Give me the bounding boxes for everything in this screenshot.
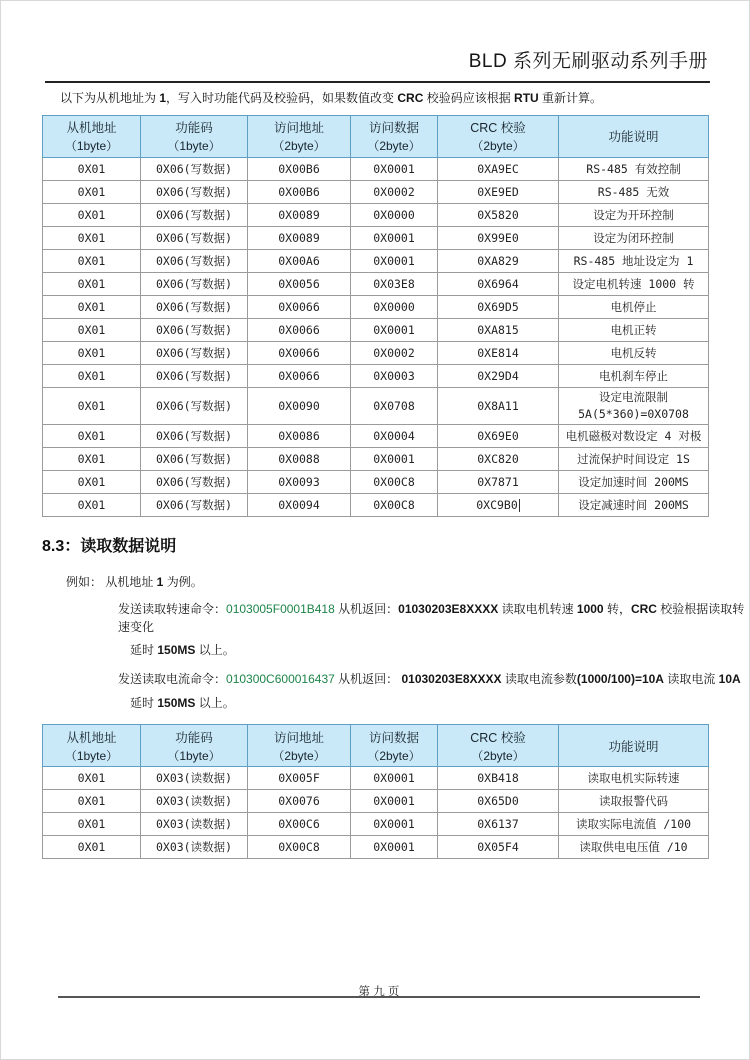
table-cell: 0X06(写数据) — [141, 272, 248, 295]
table-cell: 0X01 — [43, 424, 141, 447]
column-name: 功能码 — [175, 121, 213, 136]
table-cell: 0X01 — [43, 318, 141, 341]
table-cell: 电机停止 — [559, 295, 709, 318]
column-name: CRC 校验 — [470, 121, 526, 136]
column-name: 从机地址 — [66, 730, 117, 745]
table-cell: 设定为开环控制 — [559, 203, 709, 226]
table-cell: 0X01 — [43, 493, 141, 516]
table-cell: 0X01 — [43, 447, 141, 470]
command-code: 010300C600016437 — [226, 672, 335, 687]
table-cell: 0X0094 — [248, 493, 351, 516]
table-cell: 0X0001 — [351, 767, 438, 790]
column-header — [559, 115, 709, 157]
column-name: CRC 校验 — [470, 730, 526, 745]
table-cell: 0X0002 — [351, 180, 438, 203]
table-cell: 0X0066 — [248, 295, 351, 318]
table-row — [43, 813, 709, 836]
table-cell: 0X01 — [43, 813, 141, 836]
examples-block — [0, 574, 750, 712]
table-cell: 设定电机转速 1000 转 — [559, 272, 709, 295]
text-segment: 校验码应该根据 — [423, 91, 515, 105]
intro-text — [60, 90, 708, 107]
text-segment: 读取电机转速 — [498, 602, 577, 617]
table-cell: 0XE814 — [438, 341, 559, 364]
table-cell: 0XA829 — [438, 249, 559, 272]
table-cell: 0X06(写数据) — [141, 341, 248, 364]
table-cell: 0X06(写数据) — [141, 157, 248, 180]
table-cell: 0X06(写数据) — [141, 295, 248, 318]
text-segment: 以下为从机地址为 — [60, 91, 160, 105]
column-header — [438, 725, 559, 767]
table-cell: 0X01 — [43, 180, 141, 203]
table-cell: 0X01 — [43, 470, 141, 493]
table-cell: 读取电机实际转速 — [559, 767, 709, 790]
table-cell: 0X6137 — [438, 813, 559, 836]
text-segment: 150MS — [157, 642, 196, 657]
table-cell: 0X0066 — [248, 341, 351, 364]
table-cell: 0X06(写数据) — [141, 203, 248, 226]
column-header — [248, 725, 351, 767]
table-cell: 过流保护时间设定 1S — [559, 447, 709, 470]
table-row — [43, 180, 709, 203]
table-cell: 0X0001 — [351, 813, 438, 836]
table-row — [43, 203, 709, 226]
table-cell: 0X0056 — [248, 272, 351, 295]
table-cell: 0X0066 — [248, 318, 351, 341]
text-segment: 以上。 — [195, 642, 235, 657]
column-byte-size: （1byte） — [167, 748, 221, 763]
example-current-delay-line — [0, 695, 750, 712]
text-segment: 150MS — [157, 695, 196, 710]
example-lead-line — [0, 574, 750, 591]
table-cell: 0X03(读数据) — [141, 836, 248, 859]
table-cell: 0X05F4 — [438, 836, 559, 859]
text-segment: 例如： 从机地址 — [66, 574, 157, 589]
table-header-row — [43, 725, 709, 767]
table-cell: 0X00B6 — [248, 157, 351, 180]
column-name: 访问地址 — [273, 730, 324, 745]
table-cell: 0X06(写数据) — [141, 470, 248, 493]
table-row — [43, 341, 709, 364]
column-header — [141, 115, 248, 157]
table-cell: 0X06(写数据) — [141, 387, 248, 424]
read-commands-table — [42, 724, 709, 859]
table-row — [43, 424, 709, 447]
column-byte-size: （2byte） — [367, 748, 421, 763]
table-cell: 设定为闭环控制 — [559, 226, 709, 249]
column-header — [43, 725, 141, 767]
column-byte-size: （2byte） — [272, 139, 326, 154]
cell-line: 5A(5*360)=0X0708 — [578, 406, 689, 421]
table-cell: 0X0001 — [351, 318, 438, 341]
table-cell: 0X0001 — [351, 447, 438, 470]
table-cell: 0X0076 — [248, 790, 351, 813]
text-segment: 重新计算。 — [538, 91, 603, 105]
table-cell: 0X01 — [43, 341, 141, 364]
text-segment: 1 — [156, 574, 164, 589]
table-cell: 0X0088 — [248, 447, 351, 470]
table-row — [43, 272, 709, 295]
table-cell: 0XA815 — [438, 318, 559, 341]
table-cell: 0X01 — [43, 203, 141, 226]
table-cell: 读取供电电压值 /10 — [559, 836, 709, 859]
text-segment: 读取电流参数 — [501, 672, 577, 687]
header-rule — [45, 81, 710, 83]
text-segment: 发送读取转速命令： — [118, 602, 227, 617]
table-cell: 0X01 — [43, 157, 141, 180]
table-cell: 0X6964 — [438, 272, 559, 295]
table-cell: 0X0000 — [351, 203, 438, 226]
text-segment: 延时 — [130, 642, 158, 657]
table-cell: 0X99E0 — [438, 226, 559, 249]
table-cell: 设定减速时间 200MS — [559, 493, 709, 516]
table-cell: 0X0093 — [248, 470, 351, 493]
table-cell: 0X06(写数据) — [141, 318, 248, 341]
column-name: 访问地址 — [273, 121, 324, 136]
text-segment: 10A — [718, 672, 741, 687]
table-cell: 0X0004 — [351, 424, 438, 447]
table-cell: 0X06(写数据) — [141, 249, 248, 272]
column-header — [351, 115, 438, 157]
table-cell: 0X01 — [43, 836, 141, 859]
table-cell: 0X01 — [43, 364, 141, 387]
column-byte-size: （1byte） — [64, 748, 119, 763]
text-segment: 从机返回： — [334, 602, 399, 617]
table-cell: 0X0089 — [248, 226, 351, 249]
page-footer — [58, 982, 700, 998]
table-cell: 0X01 — [43, 790, 141, 813]
column-byte-size: （2byte） — [272, 748, 326, 763]
table-cell: 0X0090 — [248, 387, 351, 424]
table-cell: 电机反转 — [559, 341, 709, 364]
column-name: 访问数据 — [368, 121, 419, 136]
table-cell: 0X01 — [43, 226, 141, 249]
table-header-row — [43, 115, 709, 157]
text-segment: CRC — [630, 602, 657, 617]
table-cell: 0X06(写数据) — [141, 180, 248, 203]
table-cell: 电机磁极对数设定 4 对极 — [559, 424, 709, 447]
table-row — [43, 226, 709, 249]
text-segment: 延时 — [130, 695, 158, 710]
cell-line: 设定电流限制 — [599, 389, 668, 404]
table-cell: 0X00C8 — [248, 836, 351, 859]
text-segment: 1000 — [576, 602, 604, 617]
column-header — [141, 725, 248, 767]
table-row — [43, 767, 709, 790]
table-cell: 0XE9ED — [438, 180, 559, 203]
table-cell: 0X0003 — [351, 364, 438, 387]
table-cell: RS-485 地址设定为 1 — [559, 249, 709, 272]
example-speed-command-line — [0, 601, 750, 636]
table-row — [43, 318, 709, 341]
table-cell: 0X69E0 — [438, 424, 559, 447]
table-cell: 0XB418 — [438, 767, 559, 790]
table-cell: 0X00C8 — [351, 493, 438, 516]
text-segment: RTU — [514, 91, 539, 105]
table-cell — [559, 387, 709, 424]
page-number: 第 九 页 — [358, 986, 400, 998]
table-cell: 0XC820 — [438, 447, 559, 470]
table-row — [43, 249, 709, 272]
column-header — [248, 115, 351, 157]
table-cell: 0X0001 — [351, 836, 438, 859]
column-byte-size: （1byte） — [167, 139, 221, 154]
table-cell: 0X8A11 — [438, 387, 559, 424]
table-cell: 0X5820 — [438, 203, 559, 226]
text-segment: 以上。 — [195, 695, 235, 710]
example-current-command-line — [0, 671, 750, 688]
table-row — [43, 790, 709, 813]
text-cursor — [519, 499, 520, 512]
text-segment: 转， — [603, 602, 631, 617]
table-cell: RS-485 有效控制 — [559, 157, 709, 180]
text-segment: 从机返回： — [334, 672, 402, 687]
column-header — [438, 115, 559, 157]
table-row — [43, 470, 709, 493]
table-cell: 0X06(写数据) — [141, 424, 248, 447]
table-cell: 0X06(写数据) — [141, 493, 248, 516]
table-cell: 0X0001 — [351, 226, 438, 249]
column-byte-size: （2byte） — [471, 139, 525, 154]
column-name: 功能码 — [175, 730, 213, 745]
table-row — [43, 295, 709, 318]
table-cell: 0X00B6 — [248, 180, 351, 203]
table-cell: 0X03(读数据) — [141, 790, 248, 813]
column-name: 功能说明 — [608, 739, 659, 754]
text-segment: 校验根据读取转速变化 — [118, 602, 745, 634]
table-cell: 0X0001 — [351, 249, 438, 272]
table-cell: 0X00A6 — [248, 249, 351, 272]
table-cell: 0X29D4 — [438, 364, 559, 387]
table-cell: 电机正转 — [559, 318, 709, 341]
table-row — [43, 493, 709, 516]
column-name: 从机地址 — [66, 121, 117, 136]
text-segment: CRC — [397, 91, 424, 105]
table-cell: 电机刹车停止 — [559, 364, 709, 387]
column-name: 功能说明 — [608, 130, 659, 145]
table-cell: 0X01 — [43, 249, 141, 272]
table-cell: 0X01 — [43, 272, 141, 295]
write-commands-table — [42, 115, 709, 517]
table-cell: 0X0001 — [351, 790, 438, 813]
column-header — [351, 725, 438, 767]
column-byte-size: （2byte） — [367, 139, 421, 154]
table-cell: 0X06(写数据) — [141, 364, 248, 387]
table-cell: 0X0066 — [248, 364, 351, 387]
column-byte-size: （2byte） — [471, 748, 525, 763]
table-cell: 0X03E8 — [351, 272, 438, 295]
table-cell: 0X65D0 — [438, 790, 559, 813]
table-row — [43, 836, 709, 859]
doc-header — [0, 0, 750, 77]
text-segment: 读取电流 — [663, 672, 719, 687]
table-row — [43, 447, 709, 470]
table-row — [43, 364, 709, 387]
table-cell: 0X01 — [43, 767, 141, 790]
table-cell: 读取报警代码 — [559, 790, 709, 813]
table-cell: 0X0708 — [351, 387, 438, 424]
table-cell: 0X0000 — [351, 295, 438, 318]
text-segment: 01030203E8XXXX — [398, 602, 499, 617]
table-cell: 0X00C6 — [248, 813, 351, 836]
text-segment: 1 — [159, 91, 167, 105]
table-cell: 0X01 — [43, 295, 141, 318]
column-name: 访问数据 — [368, 730, 419, 745]
table-cell: 0X03(读数据) — [141, 767, 248, 790]
table-cell: 0X00C8 — [351, 470, 438, 493]
text-segment: 01030203E8XXXX — [401, 672, 502, 687]
table-cell: 0X0086 — [248, 424, 351, 447]
table-row — [43, 387, 709, 424]
table-cell: RS-485 无效 — [559, 180, 709, 203]
table-cell: 0X06(写数据) — [141, 447, 248, 470]
table-cell: 0X0089 — [248, 203, 351, 226]
table-cell: 0X7871 — [438, 470, 559, 493]
table-cell: 0X69D5 — [438, 295, 559, 318]
table-cell: 设定加速时间 200MS — [559, 470, 709, 493]
table-row — [43, 157, 709, 180]
table-cell: 0X0001 — [351, 157, 438, 180]
table-cell: 0X0002 — [351, 341, 438, 364]
section-heading: 8.3：读取数据说明 — [42, 537, 177, 555]
table-cell: 0X01 — [43, 387, 141, 424]
column-byte-size: （1byte） — [64, 139, 119, 154]
command-code: 0103005F0001B418 — [226, 602, 335, 617]
doc-title: BLD 系列无刷驱动系列手册 — [468, 51, 708, 72]
table-cell: 0X005F — [248, 767, 351, 790]
text-segment: (1000/100)=10A — [576, 672, 664, 687]
table-cell: 0X06(写数据) — [141, 226, 248, 249]
column-header — [559, 725, 709, 767]
table-cell: 读取实际电流值 /100 — [559, 813, 709, 836]
table-cell: 0X03(读数据) — [141, 813, 248, 836]
table-cell: 0XC9B0 — [438, 493, 559, 516]
table-cell: 0XA9EC — [438, 157, 559, 180]
text-segment: ，写入时功能代码及校验码，如果数值改变 — [166, 91, 398, 105]
text-segment: 发送读取电流命令： — [118, 672, 227, 687]
example-speed-delay-line — [0, 642, 750, 659]
text-segment: 为例。 — [163, 574, 203, 589]
column-header — [43, 115, 141, 157]
